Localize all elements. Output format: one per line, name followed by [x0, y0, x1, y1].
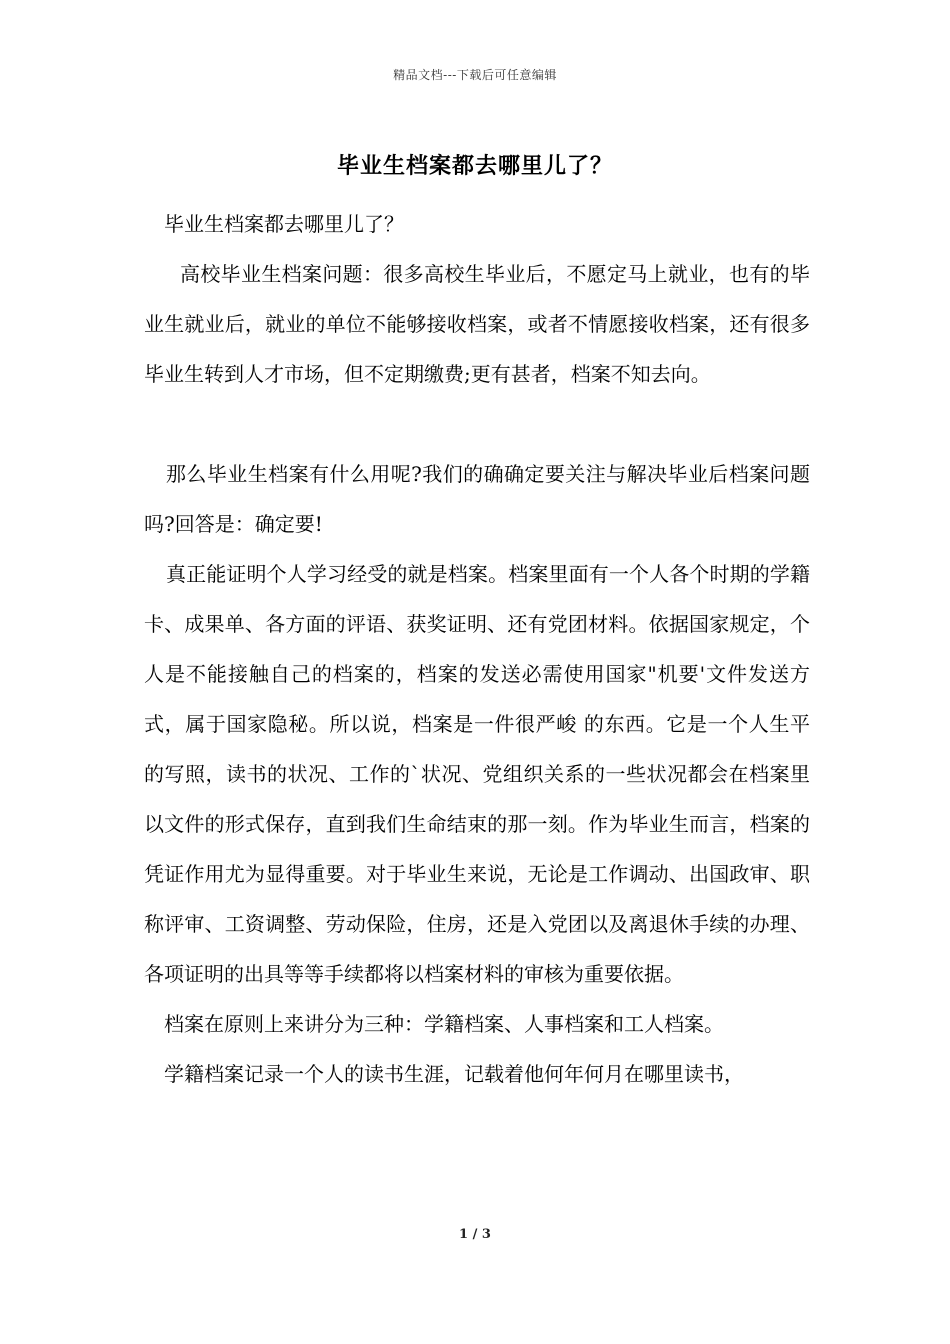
paragraph-spacer: [144, 399, 810, 449]
paragraph-intro-question: 毕业生档案都去哪里儿了？: [164, 212, 404, 236]
paragraph-problem: 高校毕业生档案问题：很多高校生毕业后，不愿定马上就业，也有的毕业生就业后，就业的单位不能够接收档案，或者不情愿接收档案，还有很多毕业生转到人才市场，但不定期缴费;更有甚者，档案不知去向。: [144, 262, 810, 386]
document-body: [144, 199, 810, 1099]
paragraph-archive-types: 档案在原则上来讲分为三种：学籍档案、人事档案和工人档案。: [164, 1012, 724, 1036]
paragraph-why-matters: 那么毕业生档案有什么用呢?我们的确确定要关注与解决毕业后档案问题吗?回答是：确定要!: [144, 462, 810, 536]
header-note: 精品文档---下载后可任意编辑: [393, 68, 557, 82]
page-number: 1 / 3: [459, 1227, 491, 1242]
paragraph-student-archive: 学籍档案记录一个人的读书生涯，记载着他何年何月在哪里读书，: [164, 1062, 744, 1086]
paragraph-archive-importance: 真正能证明个人学习经受的就是档案。档案里面有一个人各个时期的学籍卡、成果单、各方面的评语、获奖证明、还有党团材料。依据国家规定，个人是不能接触自己的档案的，档案的发送必需使用国家"机要'文件发送方式，属于国家隐秘。所以说，档案是一件很严峻 的东西。它是一个人生平的写照，读书的状况、工作的`状况、党组织关系的一些状况都会在档案里以文件的形式保存，直到我们生命结束的那一刻。作为毕业生而言，档案的凭证作用尤为显得重要。对于毕业生来说，无论是工作调动、出国政审、职称评审、工资调整、劳动保险，住房，还是入党团以及离退休手续的办理、各项证明的出具等等手续都将以档案材料的审核为重要依据。: [144, 562, 810, 986]
document-title: 毕业生档案都去哪里儿了？: [336, 153, 613, 179]
